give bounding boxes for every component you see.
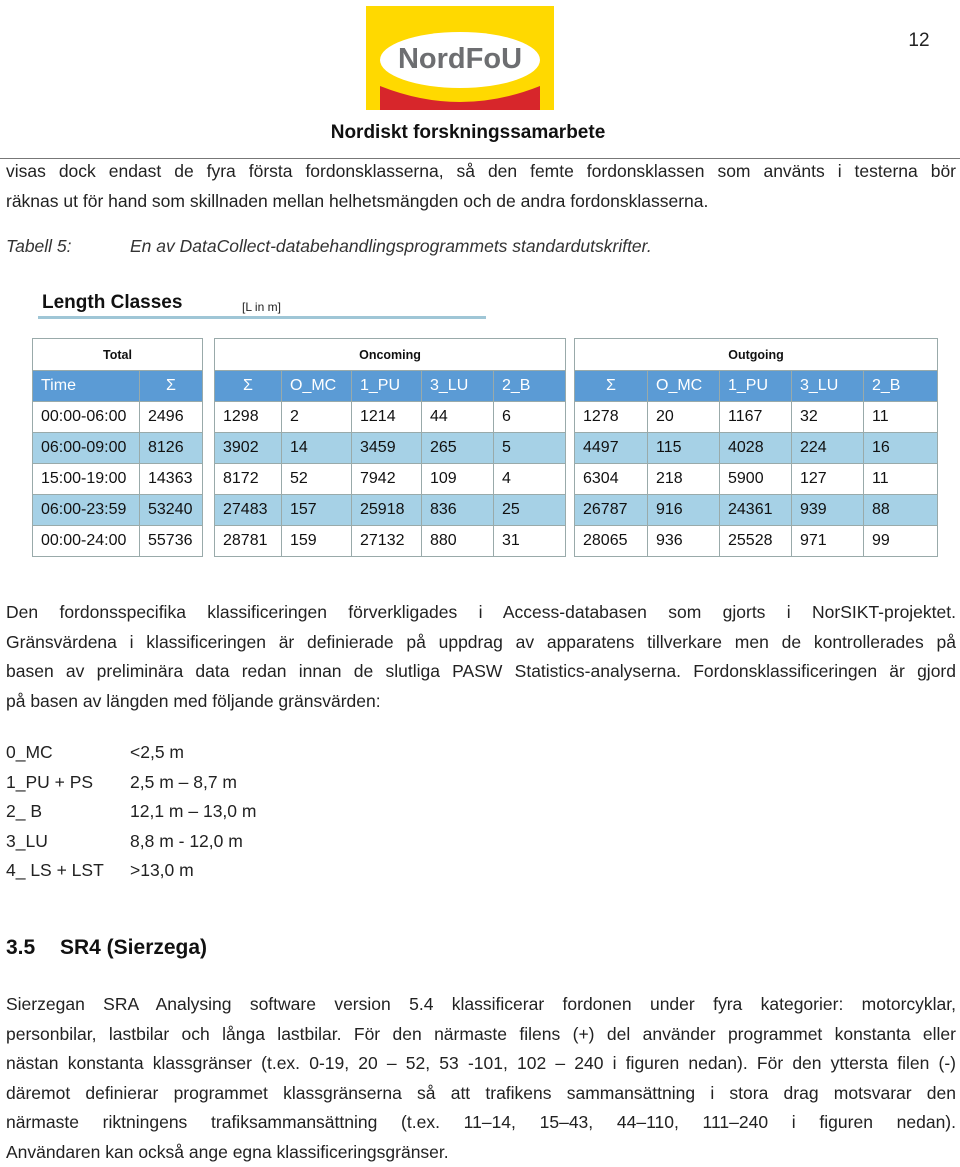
table-cell: 1278: [574, 402, 648, 433]
table-cell: 880: [422, 526, 494, 557]
table-cell: 31: [494, 526, 566, 557]
table-cell: 28065: [574, 526, 648, 557]
column-header: 3_LU: [422, 371, 494, 402]
table-cell: 265: [422, 433, 494, 464]
table-cell: 26787: [574, 495, 648, 526]
text-line: visas dock endast de fyra första fordonsklasserna, så den femte fordonsklassen som använts i testerna bör: [6, 157, 956, 187]
text-line: Användaren kan också ange egna klassificeringsgränser.: [6, 1138, 956, 1167]
table-row: [32, 495, 203, 526]
class-range: 12,1 m – 13,0 m: [130, 797, 256, 827]
length-classes-title: Length Classes: [42, 292, 182, 314]
table-cell: 24361: [720, 495, 792, 526]
table-row: [574, 495, 938, 526]
table-cell: 127: [792, 464, 864, 495]
class-range: <2,5 m: [130, 738, 184, 768]
page-number: 12: [896, 30, 942, 52]
table-cell: 1298: [214, 402, 282, 433]
table-cell: 1167: [720, 402, 792, 433]
oncoming-table: [214, 338, 566, 557]
text-line: basen av preliminära data redan innan de slutliga PASW Statistics-analyserna. Fordonsklassificeringen är gjord: [6, 657, 956, 687]
table-cell: 115: [648, 433, 720, 464]
table-cell: 936: [648, 526, 720, 557]
column-header-sum: Σ: [140, 371, 203, 402]
table-cell: 27483: [214, 495, 282, 526]
time-cell: 15:00-19:00: [32, 464, 140, 495]
table-row: [214, 433, 566, 464]
table-row: [32, 526, 203, 557]
total-cell: 8126: [140, 433, 203, 464]
table-caption-text: En av DataCollect-databehandlingsprogrammets standardutskrifter.: [130, 236, 652, 257]
group-header-total: Total: [32, 338, 203, 371]
class-code: 1_PU + PS: [6, 768, 126, 798]
table-row: [32, 402, 203, 433]
total-cell: 14363: [140, 464, 203, 495]
table-cell: 836: [422, 495, 494, 526]
title-underline: [38, 316, 486, 319]
svg-text:NordFoU: NordFoU: [398, 43, 522, 75]
text-line: Sierzegan SRA Analysing software version 5.4 klassificerar fordonen under fyra kategorier: motorcyklar,: [6, 990, 956, 1020]
table-row: [32, 464, 203, 495]
table-cell: 25528: [720, 526, 792, 557]
table-row: [574, 526, 938, 557]
table-cell: 159: [282, 526, 352, 557]
class-code: 2_ B: [6, 797, 126, 827]
document-subtitle: Nordiskt forskningssamarbete: [300, 122, 636, 144]
table-cell: 4: [494, 464, 566, 495]
classification-paragraph: [6, 598, 956, 716]
time-cell: 00:00-24:00: [32, 526, 140, 557]
class-range: 2,5 m – 8,7 m: [130, 768, 237, 798]
column-header: 1_PU: [720, 371, 792, 402]
table-caption-label: Tabell 5:: [6, 236, 72, 257]
table-cell: 25918: [352, 495, 422, 526]
table-row: [214, 495, 566, 526]
table-cell: 3459: [352, 433, 422, 464]
table-cell: 109: [422, 464, 494, 495]
table-cell: 1214: [352, 402, 422, 433]
outgoing-table: [574, 338, 938, 557]
text-line: nästan konstanta klassgränser (t.ex. 0-19, 20 – 52, 53 -101, 102 – 240 i figuren nedan). För den yttersta filen (-): [6, 1049, 956, 1079]
column-header: Σ: [214, 371, 282, 402]
table-cell: 4028: [720, 433, 792, 464]
table-cell: 44: [422, 402, 494, 433]
table-cell: 32: [792, 402, 864, 433]
time-cell: 00:00-06:00: [32, 402, 140, 433]
class-range: >13,0 m: [130, 856, 194, 886]
section-heading: [6, 936, 207, 960]
table-cell: 27132: [352, 526, 422, 557]
time-cell: 06:00-23:59: [32, 495, 140, 526]
nordfou-logo: [366, 6, 554, 116]
column-header: 2_B: [864, 371, 938, 402]
table-cell: 971: [792, 526, 864, 557]
column-header: Σ: [574, 371, 648, 402]
column-header: O_MC: [648, 371, 720, 402]
time-cell: 06:00-09:00: [32, 433, 140, 464]
total-cell: 55736: [140, 526, 203, 557]
total-table: [32, 338, 203, 557]
table-cell: 7942: [352, 464, 422, 495]
table-row: [214, 464, 566, 495]
total-cell: 53240: [140, 495, 203, 526]
column-header: O_MC: [282, 371, 352, 402]
table-row: [574, 402, 938, 433]
table-row: [214, 526, 566, 557]
table-cell: 99: [864, 526, 938, 557]
text-line: Den fordonsspecifika klassificeringen förverkligades i Access-databasen som gjorts i NorSIKT-projektet.: [6, 598, 956, 628]
table-cell: 2: [282, 402, 352, 433]
table-cell: 25: [494, 495, 566, 526]
table-cell: 20: [648, 402, 720, 433]
table-cell: 157: [282, 495, 352, 526]
table-cell: 6304: [574, 464, 648, 495]
text-line: däremot definierar programmet klassgränserna så att trafikens sammansättning i stora drag motsvarar den: [6, 1079, 956, 1109]
table-row: [574, 464, 938, 495]
table-cell: 28781: [214, 526, 282, 557]
section-title: SR4 (Sierzega): [60, 936, 207, 959]
table-cell: 916: [648, 495, 720, 526]
table-row: [574, 433, 938, 464]
column-header-time: Time: [32, 371, 140, 402]
class-code: 3_LU: [6, 827, 126, 857]
table-cell: 88: [864, 495, 938, 526]
table-cell: 6: [494, 402, 566, 433]
text-line: räknas ut för hand som skillnaden mellan helhetsmängden och de andra fordonsklasserna.: [6, 187, 956, 217]
column-header: 2_B: [494, 371, 566, 402]
text-line: personbilar, lastbilar och långa lastbilar. För den närmaste filens (+) del använder programmet konstanta eller: [6, 1020, 956, 1050]
class-code: 4_ LS + LST: [6, 856, 126, 886]
table-cell: 4497: [574, 433, 648, 464]
text-line: på basen av längden med följande gränsvärden:: [6, 687, 956, 717]
table-cell: 11: [864, 402, 938, 433]
class-range: 8,8 m - 12,0 m: [130, 827, 243, 857]
sierzega-paragraph: [6, 990, 956, 1167]
table-cell: 5900: [720, 464, 792, 495]
total-cell: 2496: [140, 402, 203, 433]
length-unit: [L in m]: [242, 300, 281, 314]
table-cell: 939: [792, 495, 864, 526]
table-cell: 5: [494, 433, 566, 464]
table-cell: 52: [282, 464, 352, 495]
group-header-outgoing: Outgoing: [574, 338, 938, 371]
intro-paragraph: [6, 157, 956, 216]
group-header-oncoming: Oncoming: [214, 338, 566, 371]
table-cell: 16: [864, 433, 938, 464]
table-row: [32, 433, 203, 464]
column-header: 1_PU: [352, 371, 422, 402]
table-cell: 14: [282, 433, 352, 464]
table-cell: 3902: [214, 433, 282, 464]
text-line: Gränsvärdena i klassificeringen är definierade på uppdrag av apparatens tillverkare men de kontrollerades på: [6, 628, 956, 658]
column-header: 3_LU: [792, 371, 864, 402]
table-cell: 224: [792, 433, 864, 464]
table-row: [214, 402, 566, 433]
table-cell: 8172: [214, 464, 282, 495]
section-number: 3.5: [6, 936, 60, 960]
text-line: närmaste riktningens trafiksammansättning (t.ex. 11–14, 15–43, 44–110, 111–240 i figuren nedan).: [6, 1108, 956, 1138]
table-cell: 11: [864, 464, 938, 495]
class-code: 0_MC: [6, 738, 126, 768]
table-cell: 218: [648, 464, 720, 495]
